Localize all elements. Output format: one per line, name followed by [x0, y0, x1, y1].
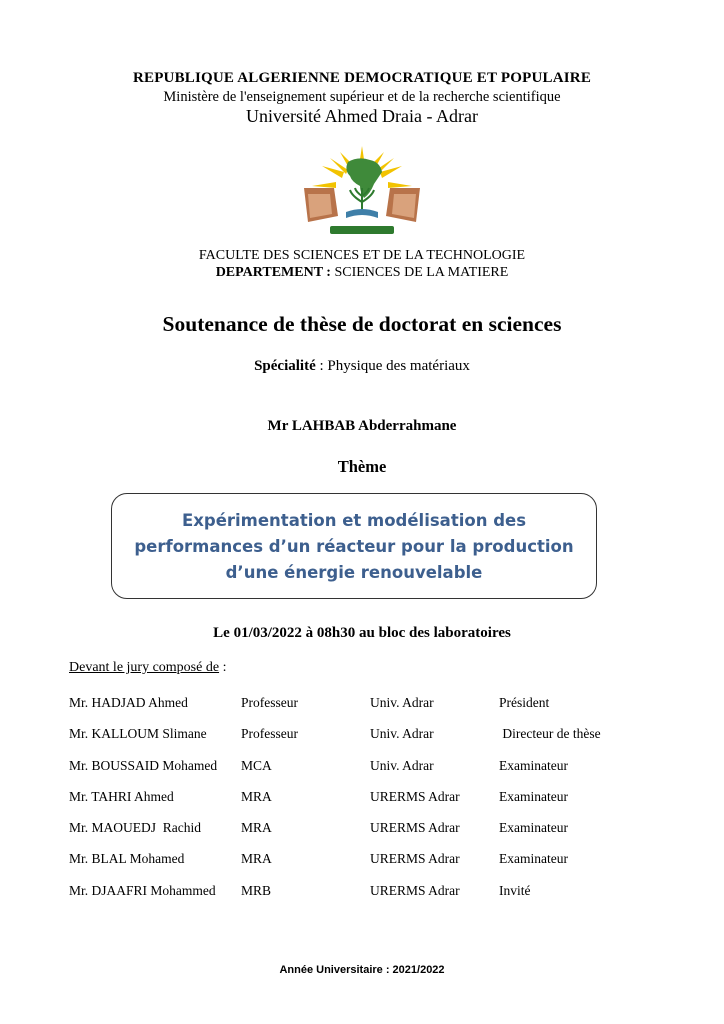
jury-name: Mr. MAOUEDJ Rachid — [69, 820, 201, 835]
speciality-value: : Physique des matériaux — [315, 358, 470, 374]
jury-role: Examinateur — [499, 758, 568, 773]
jury-intro-text: Devant le jury composé de — [69, 660, 220, 675]
jury-name: Mr. HADJAD Ahmed — [69, 695, 188, 710]
academic-year: Année Universitaire : 2021/2022 — [279, 964, 445, 976]
jury-affiliation: Univ. Adrar — [370, 758, 434, 773]
jury-intro — [69, 660, 226, 676]
jury-name: Mr. DJAAFRI Mohammed — [69, 883, 216, 898]
jury-role: Directeur de thèse — [499, 726, 601, 741]
theme-line-3: d’une énergie renouvelable — [225, 563, 483, 582]
jury-role: Examinateur — [499, 820, 568, 835]
jury-role: Examinateur — [499, 789, 568, 804]
jury-intro-suffix: : — [219, 660, 227, 675]
jury-role: Invité — [499, 883, 531, 898]
jury-name: Mr. TAHRI Ahmed — [69, 789, 174, 804]
speciality-label: Spécialité — [254, 358, 316, 374]
jury-grade: MRA — [241, 789, 272, 804]
theme-title — [111, 508, 597, 586]
jury-role: Examinateur — [499, 851, 568, 866]
jury-grade: Professeur — [241, 726, 298, 741]
jury-affiliation: URERMS Adrar — [370, 883, 460, 898]
theme-label: Thème — [337, 457, 387, 476]
university-logo-icon — [300, 144, 424, 236]
department-name: SCIENCES DE LA MATIERE — [330, 265, 509, 280]
jury-grade: MRA — [241, 851, 272, 866]
jury-grade: Professeur — [241, 695, 298, 710]
theme-line-2: performances d’un réacteur pour la production — [134, 537, 574, 556]
jury-affiliation: Univ. Adrar — [370, 726, 434, 741]
jury-grade: MRB — [241, 883, 272, 898]
jury-affiliation: URERMS Adrar — [370, 789, 460, 804]
author-name: Mr LAHBAB Abderrahmane — [267, 418, 457, 434]
university-logo — [300, 144, 424, 236]
jury-name: Mr. BOUSSAID Mohamed — [69, 758, 218, 773]
jury-name: Mr. KALLOUM Slimane — [69, 726, 207, 741]
jury-affiliation: Univ. Adrar — [370, 695, 434, 710]
jury-affiliation: URERMS Adrar — [370, 820, 460, 835]
speciality-line — [0, 358, 724, 375]
republic-header: REPUBLIQUE ALGERIENNE DEMOCRATIQUE ET POPULAIRE — [132, 70, 592, 86]
university-name: Université Ahmed Draia - Adrar — [246, 106, 478, 126]
ministry-header: Ministère de l'enseignement supérieur et de la recherche scientifique — [163, 89, 561, 105]
jury-affiliation: URERMS Adrar — [370, 851, 460, 866]
jury-grade: MRA — [241, 820, 272, 835]
department-line — [0, 265, 724, 281]
document-title: Soutenance de thèse de doctorat en sciences — [162, 312, 562, 336]
jury-role: Président — [499, 695, 550, 710]
department-label: DEPARTEMENT : — [215, 265, 331, 280]
faculty-name: FACULTE DES SCIENCES ET DE LA TECHNOLOGIE — [198, 248, 526, 263]
defense-date: Le 01/03/2022 à 08h30 au bloc des laboratoires — [213, 625, 511, 641]
jury-name: Mr. BLAL Mohamed — [69, 851, 185, 866]
theme-line-1: Expérimentation et modélisation des — [181, 511, 527, 530]
jury-grade: MCA — [241, 758, 272, 773]
